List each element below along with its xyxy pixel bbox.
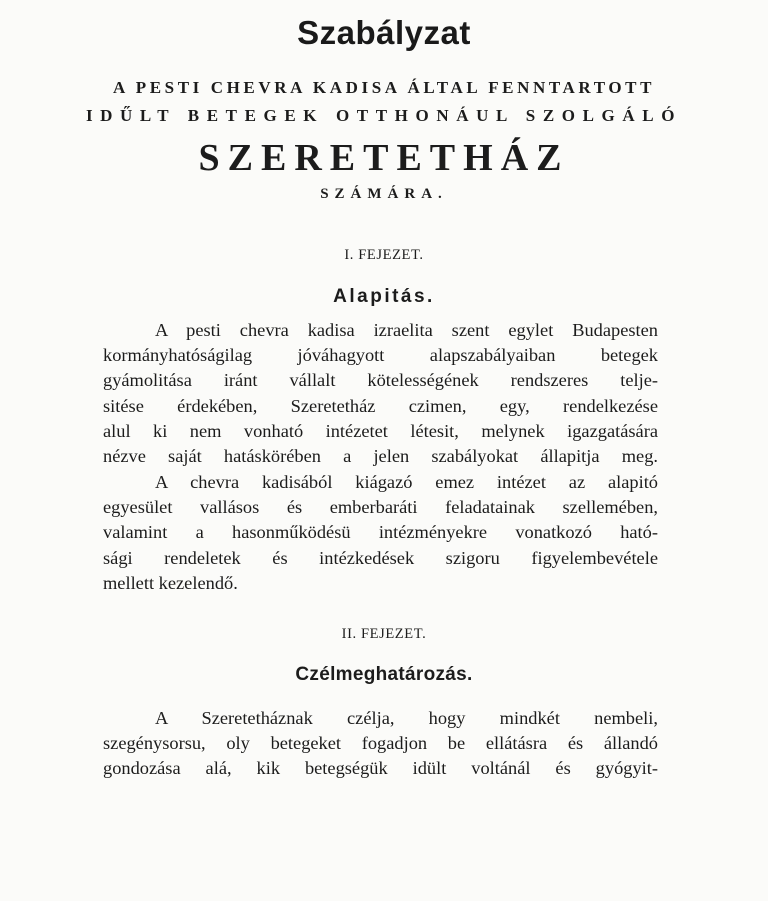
chapter-2-heading: II. FEJEZET. <box>341 626 427 642</box>
for-label: SZÁMÁRA. <box>320 186 448 202</box>
text-line: kormányhatóságilag jóváhagyott alapszabályaiban betegek <box>103 345 658 366</box>
text-line: A chevra kadisából kiágazó emez intézet az alapitó <box>155 472 658 492</box>
chapter-1-paragraph-1 <box>103 318 658 469</box>
document-title: Szabályzat <box>297 14 471 51</box>
text-line: gondozása alá, kik betegségük idült voltánál és gyógyit- <box>103 758 658 779</box>
chapter-1-paragraph-2 <box>103 470 658 596</box>
text-line: gyámolitása iránt vállalt kötelességének rendszeres telje- <box>103 370 658 391</box>
text-line: mellett kezelendő. <box>103 572 238 593</box>
subtitle-line-2: IDŰLT BETEGEK OTTHONÁUL SZOLGÁLÓ <box>85 106 683 125</box>
text-line: egyesület vallásos és emberbaráti feladatainak szellemében, <box>103 497 658 518</box>
chapter-2-paragraph-1 <box>103 706 658 782</box>
text-line: valamint a hasonműködésü intézményekre vonatkozó ható- <box>103 522 658 543</box>
institution-name: SZERETETHÁZ <box>198 137 570 179</box>
text-line: A pesti chevra kadisa izraelita szent egylet Budapesten <box>155 320 658 340</box>
chapter-1-title: Alapitás. <box>333 286 435 307</box>
subtitle-line-1: A PESTI CHEVRA KADISA ÁLTAL FENNTARTOTT <box>112 78 656 97</box>
chapter-2-title: Czélmeghatározás. <box>295 664 473 685</box>
text-line: A Szeretetháznak czélja, hogy mindkét nembeli, <box>155 708 658 728</box>
text-line: sitése érdekében, Szeretetház czimen, egy, rendelkezése <box>103 395 658 416</box>
text-line: szegénysorsu, oly betegeket fogadjon be ellátásra és állandó <box>103 733 658 754</box>
chapter-1-heading: I. FEJEZET. <box>344 247 424 263</box>
text-line: alul ki nem vonható intézetet létesit, melynek igazgatására <box>103 420 658 441</box>
text-line: sági rendeletek és intézkedések szigoru figyelembevétele <box>103 547 658 568</box>
text-line: nézve saját hatáskörében a jelen szabályokat állapitja meg. <box>103 445 658 466</box>
